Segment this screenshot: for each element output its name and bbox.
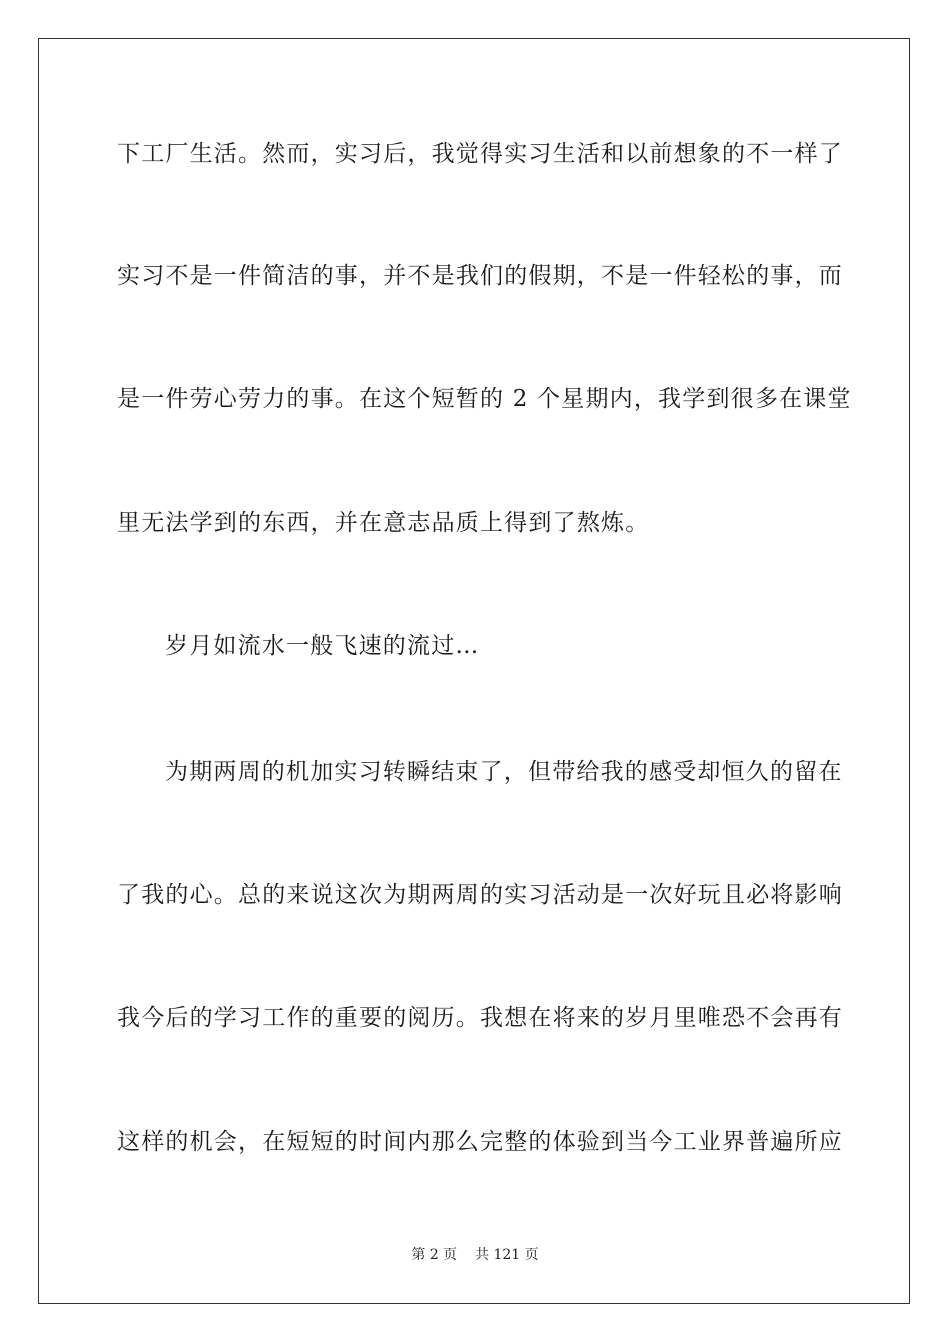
body-text-line-4: 里无法学到的东西，并在意志品质上得到了熬炼。	[117, 510, 650, 536]
page-footer	[0, 1246, 950, 1264]
body-text-line-3: 是一件劳心劳力的事。在这个短暂的 2 个星期内，我学到很多在课堂	[117, 386, 852, 412]
body-text-line-9: 这样的机会，在短短的时间内那么完整的体验到当今工业界普遍所应	[117, 1129, 843, 1155]
paragraph-line-6: 为期两周的机加实习转瞬结束了，但带给我的感受却恒久的留在	[165, 759, 843, 785]
body-text-line-1: 下工厂生活。然而，实习后，我觉得实习生活和以前想象的不一样了	[117, 141, 843, 167]
page-number: 第 2 页	[411, 1247, 458, 1263]
page-total: 共 121 页	[475, 1247, 539, 1263]
body-text-line-8: 我今后的学习工作的重要的阅历。我想在将来的岁月里唯恐不会再有	[117, 1005, 843, 1031]
page-border	[38, 38, 910, 1304]
body-text-line-2: 实习不是一件简洁的事，并不是我们的假期，不是一件轻松的事，而	[117, 263, 843, 289]
paragraph-line-5: 岁月如流水一般飞速的流过…	[165, 633, 480, 659]
body-text-line-7: 了我的心。总的来说这次为期两周的实习活动是一次好玩且必将影响	[117, 882, 843, 908]
